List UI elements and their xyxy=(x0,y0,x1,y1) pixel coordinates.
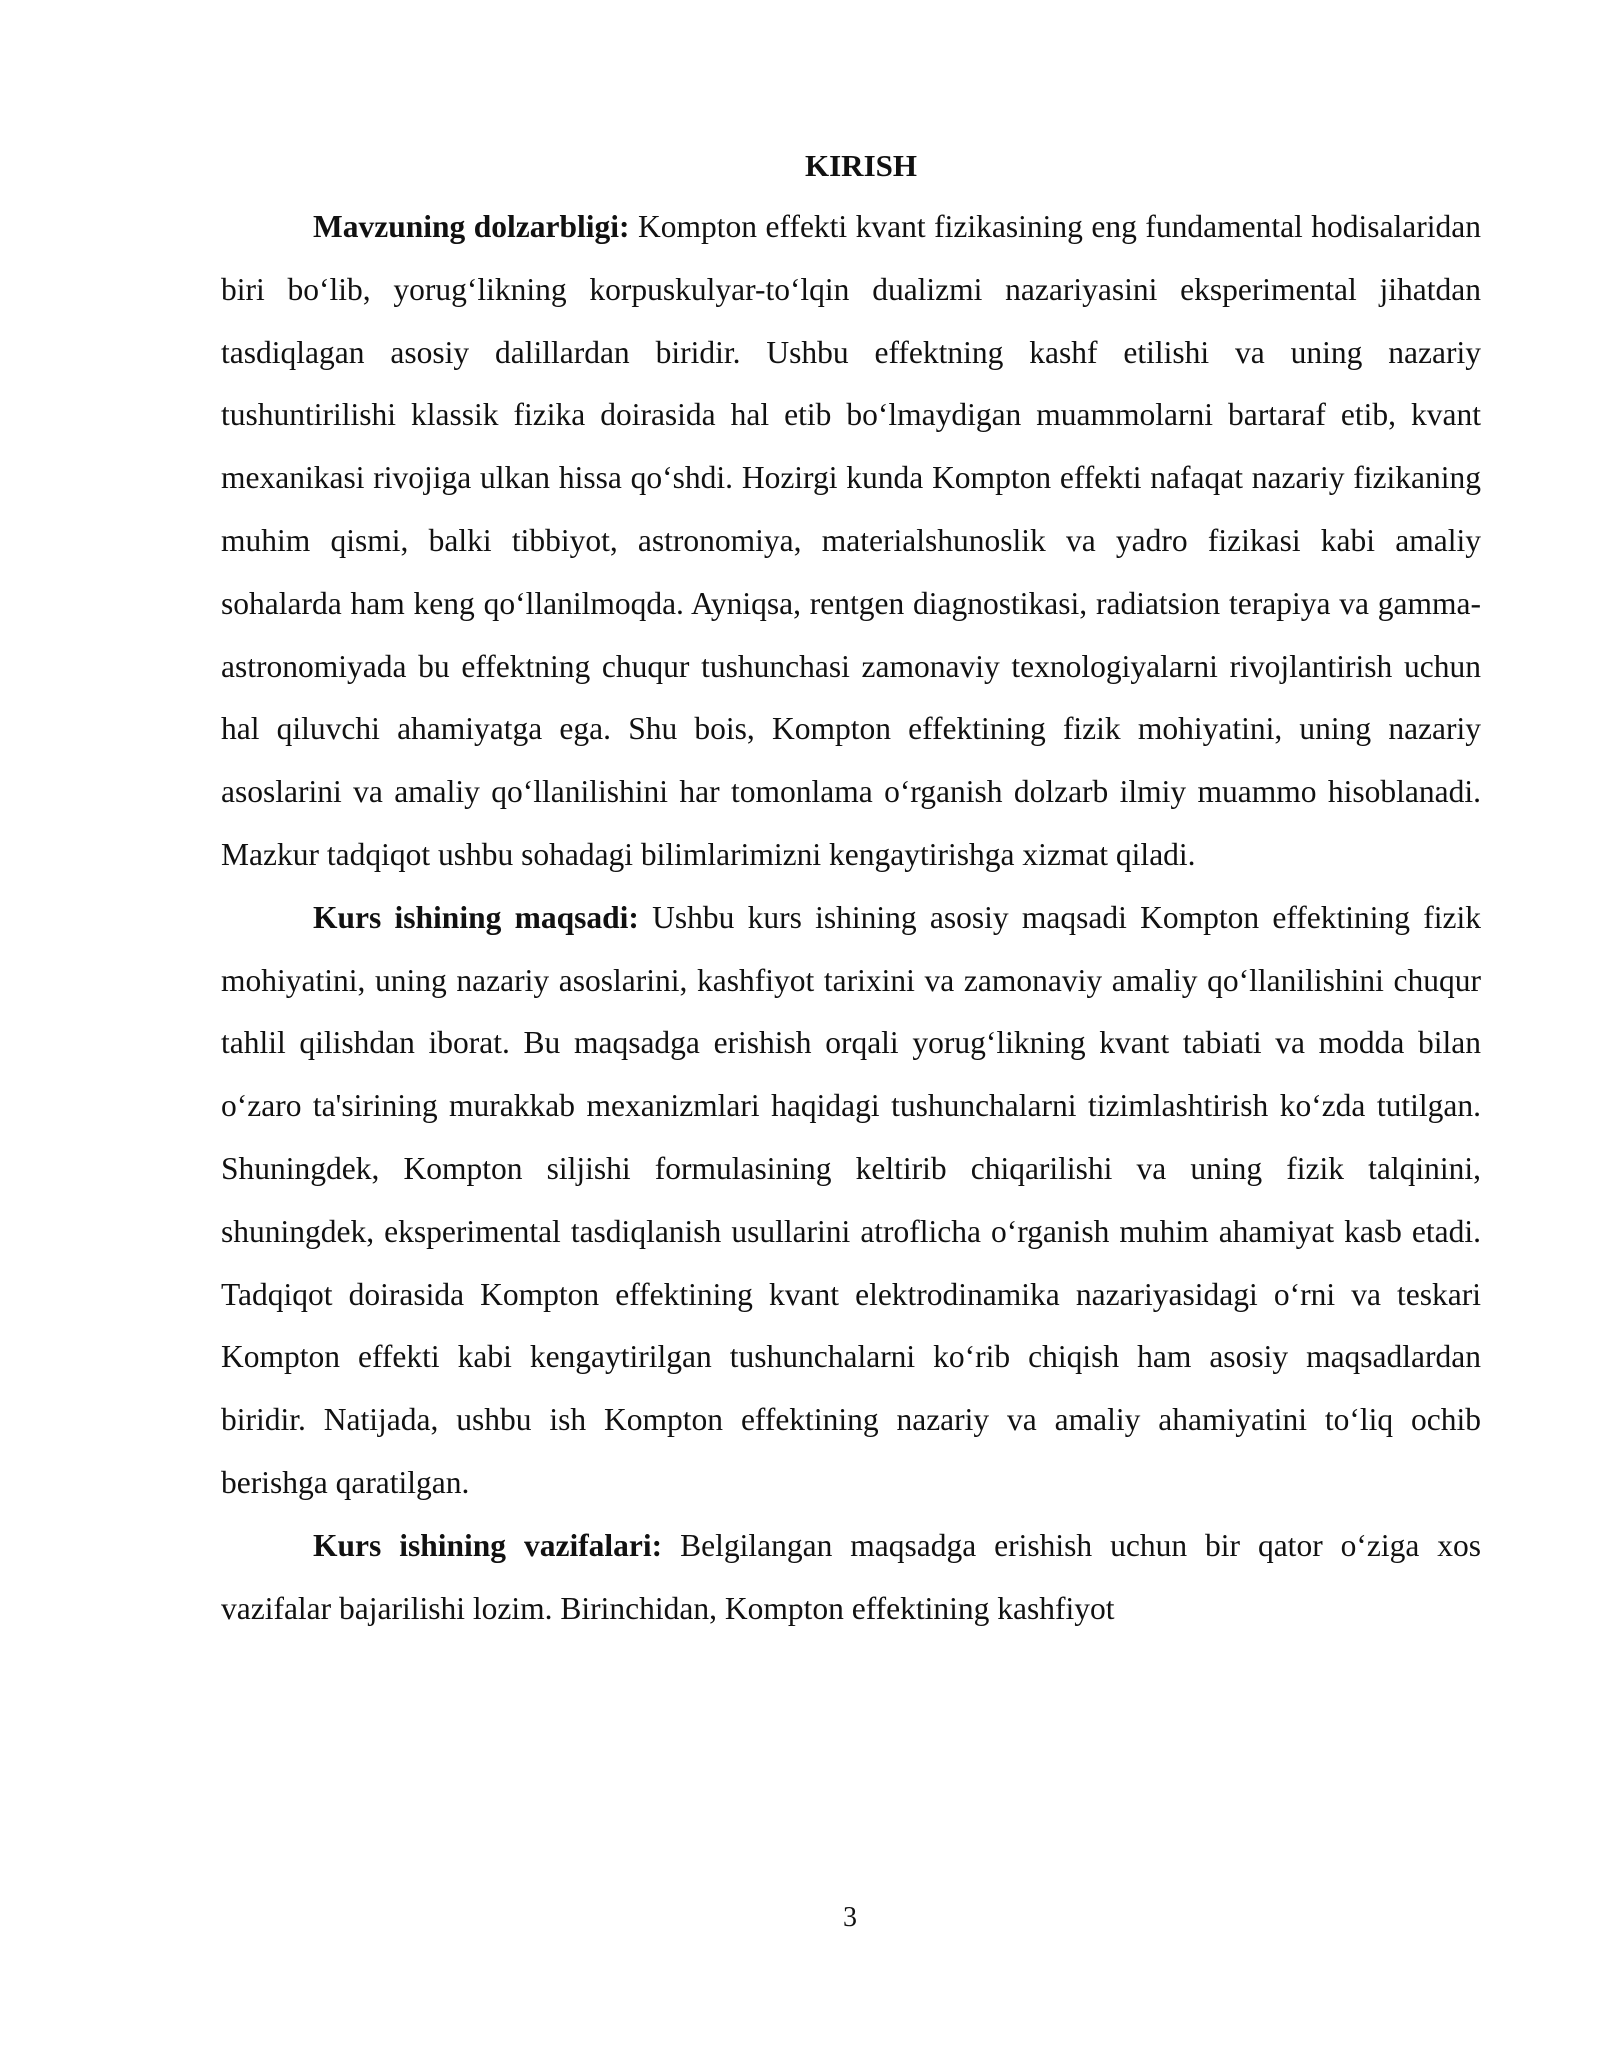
paragraph-heading: Kurs ishining vazifalari: xyxy=(313,1527,663,1563)
paragraph-relevance xyxy=(221,196,1481,887)
page-number: 3 xyxy=(843,1902,857,1933)
page-content xyxy=(221,146,1481,1640)
paragraph-heading: Mavzuning dolzarbligi: xyxy=(313,209,630,244)
paragraph-heading: Kurs ishining maqsadi: xyxy=(313,899,639,935)
page-title: KIRISH xyxy=(805,148,917,183)
paragraph-body: Kompton effekti kvant fizikasining eng fundamental hodisalaridan biri bo‘lib, yorug‘likning korpuskulyar-to‘lqin dualizmi nazariyasini eksperimental jihatdan tasdiqlagan asosiy dalillardan biridir. Ushbu effektning kashf etilishi va uning nazariy tushuntirilishi klassik fizika doirasida hal etib bo‘lmaydigan muammolarni bartaraf etib, kvant mexanikasi rivojiga ulkan hissa qo‘shdi. Hozirgi kunda Kompton effekti nafaqat nazariy fizikaning muhim qismi, balki tibbiyot, astronomiya, materialshunoslik va yadro fizikasi kabi amaliy sohalarda ham keng qo‘llanilmoqda. Ayniqsa, rentgen diagnostikasi, radiatsion terapiya va gamma-astronomiyada bu effektning chuqur tushunchasi zamonaviy texnologiyalarni rivojlantirish uchun hal qiluvchi ahamiyatga ega. Shu bois, Kompton effektining fizik mohiyatini, uning nazariy asoslarini va amaliy qo‘llanilishini har tomonlama o‘rganish dolzarb ilmiy muammo hisoblanadi. Mazkur tadqiqot ushbu sohadagi bilimlarimizni kengaytirishga xizmat qiladi. xyxy=(221,209,1482,872)
paragraph-goal xyxy=(221,887,1481,1515)
paragraph-body: Ushbu kurs ishining asosiy maqsadi Kompton effektining fizik mohiyatini, uning nazariy asoslarini, kashfiyot tarixini va zamonaviy amaliy qo‘llanilishini chuqur tahlil qilishdan iborat. Bu maqsadga erishish orqali yorug‘likning kvant tabiati va modda bilan o‘zaro ta'sirining murakkab mexanizmlari haqidagi tushunchalarni tizimlashtirish ko‘zda tutilgan. Shuningdek, Kompton siljishi formulasining keltirib chiqarilishi va uning fizik talqinini, shuningdek, eksperimental tasdiqlanish usullarini atroflicha o‘rganish muhim ahamiyat kasb etadi. Tadqiqot doirasida Kompton effektining kvant elektrodinamika nazariyasidagi o‘rni va teskari Kompton effekti kabi kengaytirilgan tushunchalarni ko‘rib chiqish ham asosiy maqsadlardan biridir. Natijada, ushbu ish Kompton effektining nazariy va amaliy ahamiyatini to‘liq ochib berishga qaratilgan. xyxy=(221,899,1482,1500)
paragraph-tasks xyxy=(221,1515,1481,1641)
paragraph-body: Belgilangan maqsadga erishish uchun bir qator o‘ziga xos vazifalar bajarilishi lozim. Birinchidan, Kompton effektining kashfiyot xyxy=(221,1527,1482,1626)
